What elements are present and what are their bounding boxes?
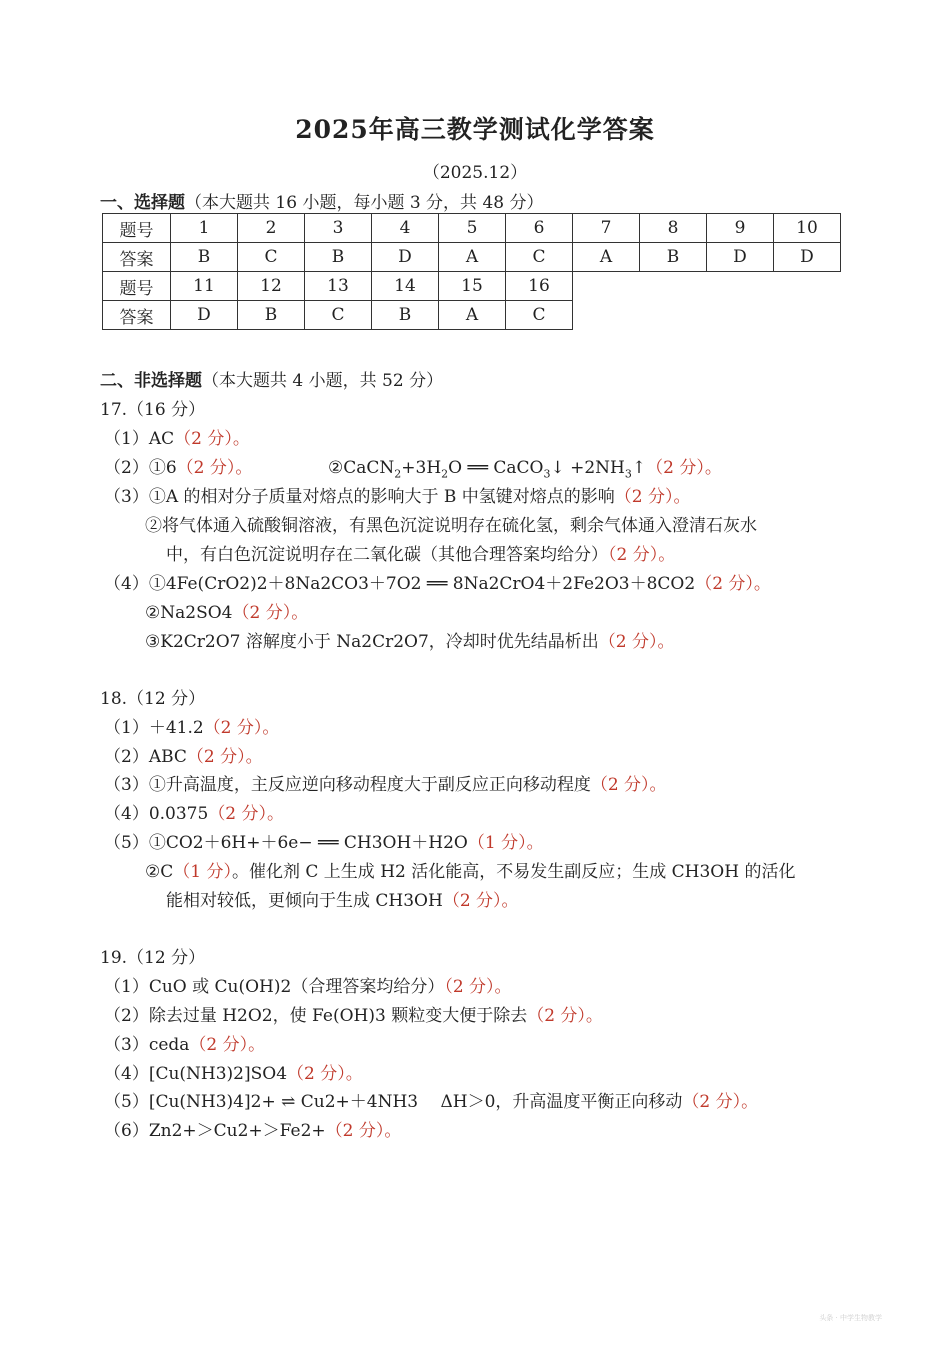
table-cell: 9 — [707, 214, 774, 243]
table-cell: B — [305, 243, 372, 272]
answer-line: （4）0.0375（2 分）。 — [104, 804, 285, 824]
answer-line: （2）除去过量 H2O2，使 Fe(OH)3 颗粒变大便于除去（2 分）。 — [104, 1006, 603, 1026]
answer-line: 能相对较低，更倾向于生成 CH3OH（2 分）。 — [166, 891, 519, 911]
table-cell: C — [238, 243, 305, 272]
table-cell: D — [372, 243, 439, 272]
table-header-cell: 答案 — [103, 243, 171, 272]
table-cell: C — [506, 243, 573, 272]
answer-line: （1）AC（2 分）。 — [104, 429, 250, 449]
exam-date: （2025.12） — [422, 163, 528, 183]
answer-line: （1）CuO 或 Cu(OH)2（合理答案均给分）（2 分）。 — [104, 977, 512, 997]
table-cell: 11 — [171, 272, 238, 301]
answer-line: （5）[Cu(NH3)4]2+ ⇌ Cu2+＋4NH3 ΔH＞0，升高温度平衡正向移动（2 分）。 — [104, 1092, 759, 1112]
answer-line: （2）①6（2 分）。 — [104, 458, 253, 478]
table-cell: D — [774, 243, 841, 272]
question-19-heading: 19.（12 分） — [100, 948, 206, 968]
answer-line: （3）①A 的相对分子质量对熔点的影响大于 B 中氢键对熔点的影响（2 分）。 — [104, 487, 691, 507]
table-header-cell: 答案 — [103, 301, 171, 330]
table-cell: C — [305, 301, 372, 330]
table-row — [103, 272, 841, 301]
answer-line: （4）①4Fe(CrO2)2＋8Na2CO3＋7O2 ══ 8Na2CrO4＋2Fe2O3＋8CO2（2 分）。 — [104, 574, 771, 594]
table-cell: 7 — [573, 214, 640, 243]
answer-line: ③K2Cr2O7 溶解度小于 Na2Cr2O7，冷却时优先结晶析出（2 分）。 — [145, 632, 675, 652]
table-cell: 8 — [640, 214, 707, 243]
page-title: 2025年高三教学测试化学答案 — [295, 115, 655, 144]
table-cell: C — [506, 301, 573, 330]
table-cell: B — [640, 243, 707, 272]
table-cell: 15 — [439, 272, 506, 301]
answer-equation: $②CaCN_2+3H_2O$ ══ CaCO$_3$↓ $+2NH_3↑(2$ 分）。 — [328, 458, 722, 481]
answer-table — [102, 213, 841, 330]
answer-line: （6）Zn2+＞Cu2+＞Fe2+（2 分）。 — [104, 1121, 402, 1141]
table-cell: 4 — [372, 214, 439, 243]
section-heading-choice: 一、选择题（本大题共 16 小题，每小题 3 分，共 48 分） — [100, 193, 544, 213]
answer-line: ②将气体通入硫酸铜溶液，有黑色沉淀说明存在硫化氢，剩余气体通入澄清石灰水 — [145, 516, 757, 536]
table-cell: A — [439, 243, 506, 272]
table-cell: 3 — [305, 214, 372, 243]
table-cell: 12 — [238, 272, 305, 301]
table-cell: 1 — [171, 214, 238, 243]
answer-line: （1）＋41.2（2 分）。 — [104, 718, 280, 738]
answer-line: 中，有白色沉淀说明存在二氧化碳（其他合理答案均给分）（2 分）。 — [166, 545, 676, 565]
answer-line: （3）ceda（2 分）。 — [104, 1035, 266, 1055]
table-cell: 2 — [238, 214, 305, 243]
table-cell: 6 — [506, 214, 573, 243]
answer-line: （5）①CO2＋6H+＋6e− ══ CH3OH＋H2O（1 分）。 — [104, 833, 544, 853]
table-cell: D — [707, 243, 774, 272]
table-cell: B — [171, 243, 238, 272]
table-cell: D — [171, 301, 238, 330]
table-header-cell: 题号 — [103, 214, 171, 243]
table-cell: B — [372, 301, 439, 330]
question-17-heading: 17.（16 分） — [100, 400, 206, 420]
table-cell: A — [573, 243, 640, 272]
table-row — [103, 243, 841, 272]
table-header-cell: 题号 — [103, 272, 171, 301]
answer-line: ②C（1 分）。催化剂 C 上生成 H2 活化能高，不易发生副反应；生成 CH3OH 的活化 — [145, 862, 796, 882]
table-cell: A — [439, 301, 506, 330]
answer-line: （3）①升高温度，主反应逆向移动程度大于副反应正向移动程度（2 分）。 — [104, 775, 667, 795]
table-cell: B — [238, 301, 305, 330]
question-18-heading: 18.（12 分） — [100, 689, 206, 709]
table-cell: 5 — [439, 214, 506, 243]
section-heading-nonchoice: 二、非选择题（本大题共 4 小题，共 52 分） — [100, 371, 444, 391]
answer-line: （2）ABC（2 分）。 — [104, 747, 263, 767]
table-cell: 13 — [305, 272, 372, 301]
table-row — [103, 214, 841, 243]
answer-line: （4）[Cu(NH3)2]SO4（2 分）。 — [104, 1064, 363, 1084]
table-cell: 14 — [372, 272, 439, 301]
table-row — [103, 301, 841, 330]
table-cell: 16 — [506, 272, 573, 301]
answer-line: ②Na2SO4（2 分）。 — [145, 603, 309, 623]
watermark: 头条 · 中学生物教学 — [819, 1314, 882, 1322]
table-cell: 10 — [774, 214, 841, 243]
